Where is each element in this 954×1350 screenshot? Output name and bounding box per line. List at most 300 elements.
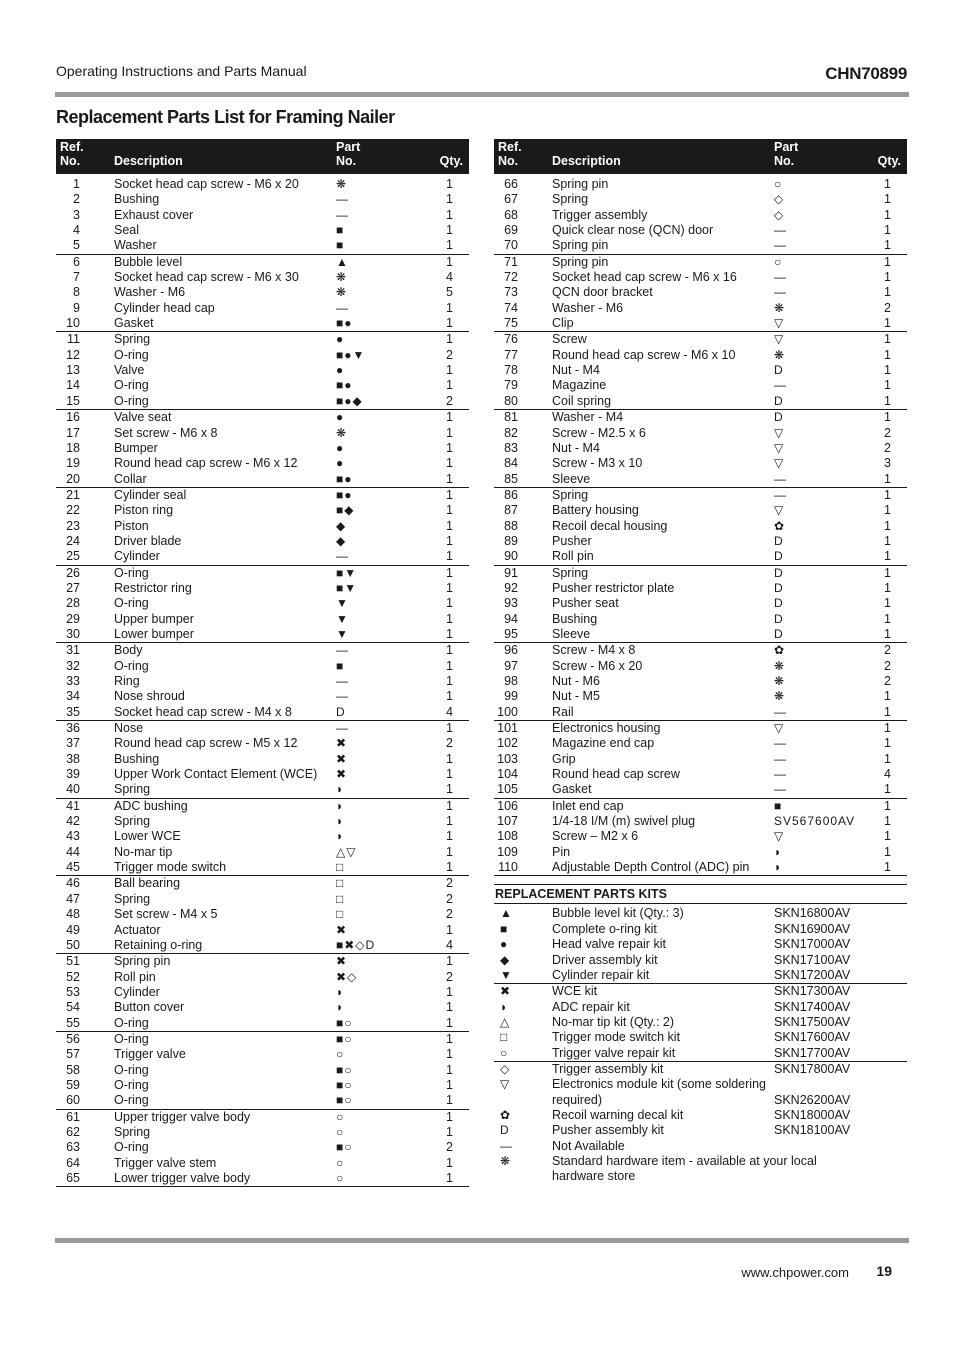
qty-cell: 1 <box>446 1171 453 1185</box>
qty-cell: 2 <box>884 674 891 688</box>
ref-cell: 87 <box>504 503 518 518</box>
description-column-header: Description <box>114 154 183 168</box>
kit-symbol: ◗ <box>500 999 508 1014</box>
table-row <box>56 394 469 410</box>
qty-cell: 1 <box>446 1000 453 1015</box>
part-column-header: Part No. <box>774 140 799 168</box>
qty-cell: 1 <box>446 1155 453 1170</box>
part-cell: ○ <box>336 1124 345 1139</box>
qty-cell: 1 <box>446 798 453 813</box>
description-cell: Roll pin <box>114 969 156 984</box>
ref-cell: 56 <box>66 1031 80 1046</box>
qty-cell: 1 <box>446 565 453 580</box>
table-row <box>56 970 469 985</box>
ref-cell: 82 <box>504 425 518 440</box>
qty-cell: 2 <box>884 643 891 658</box>
part-cell: D <box>774 580 784 595</box>
description-cell: Set screw - M4 x 5 <box>114 907 218 922</box>
ref-cell: 107 <box>497 814 518 829</box>
ref-cell: 78 <box>504 363 518 378</box>
qty-cell: 4 <box>446 270 453 285</box>
kit-row <box>494 953 907 968</box>
description-cell: Bushing <box>114 192 160 207</box>
qty-cell: 1 <box>446 922 453 937</box>
table-row <box>494 378 907 393</box>
qty-cell: 1 <box>446 751 453 766</box>
ref-cell: 2 <box>73 192 80 207</box>
ref-cell: 37 <box>66 736 80 751</box>
part-cell: □ <box>336 860 345 875</box>
description-cell: Quick clear nose (QCN) door <box>552 223 714 238</box>
qty-cell: 1 <box>884 518 891 533</box>
ref-cell: 4 <box>73 223 80 238</box>
table-row <box>56 767 469 782</box>
qty-cell: 1 <box>446 767 453 782</box>
part-cell: ■ <box>336 238 345 253</box>
table-row <box>494 860 907 876</box>
part-cell: ✖ <box>336 751 348 766</box>
qty-cell: 1 <box>446 721 453 736</box>
part-cell: ❋ <box>774 689 786 704</box>
qty-cell: 2 <box>446 969 453 984</box>
part-cell: — <box>774 471 787 486</box>
kit-symbol: ▽ <box>500 1077 510 1092</box>
ref-cell: 76 <box>504 332 518 347</box>
qty-cell: 2 <box>446 347 453 362</box>
kit-row <box>494 922 907 937</box>
part-cell: ▽ <box>774 332 785 347</box>
kit-description: No-mar tip kit (Qty.: 2) <box>552 1014 675 1029</box>
ref-column-header: Ref. No. <box>498 140 522 168</box>
part-cell: ❋ <box>336 270 348 285</box>
part-cell: D <box>774 410 784 425</box>
table-row <box>56 426 469 441</box>
ref-cell: 94 <box>504 611 518 626</box>
part-cell: — <box>774 782 787 797</box>
part-cell: ✖ <box>336 767 348 782</box>
description-cell: Screw <box>552 332 587 347</box>
qty-cell: 1 <box>446 177 453 191</box>
ref-cell: 72 <box>504 270 518 285</box>
table-row <box>56 674 469 689</box>
description-cell: O-ring <box>114 1093 149 1108</box>
part-cell: ■● <box>336 471 353 486</box>
description-cell: Screw – M2 x 6 <box>552 829 639 844</box>
description-cell: Body <box>114 643 143 658</box>
description-cell: Nose shroud <box>114 689 185 704</box>
kit-row <box>494 1123 907 1138</box>
qty-cell: 1 <box>884 580 891 595</box>
ref-cell: 67 <box>504 192 518 207</box>
part-cell: ✖ <box>336 954 348 969</box>
table-row <box>56 705 469 721</box>
part-cell: — <box>336 674 349 688</box>
ref-cell: 93 <box>504 596 518 611</box>
kit-symbol: ✿ <box>500 1107 511 1122</box>
ref-cell: 58 <box>66 1062 80 1077</box>
ref-cell: 81 <box>504 410 518 425</box>
qty-cell: 1 <box>446 533 453 548</box>
ref-cell: 61 <box>66 1109 80 1124</box>
parts-table-left <box>56 139 469 1187</box>
part-cell: D <box>774 596 784 611</box>
part-cell: ■ <box>336 223 345 238</box>
part-cell: ■ <box>336 658 345 673</box>
ref-cell: 73 <box>504 285 518 300</box>
table-row <box>494 394 907 410</box>
description-cell: Upper Work Contact Element (WCE) <box>114 767 318 782</box>
ref-cell: 36 <box>66 721 80 736</box>
parts-table-right <box>494 139 907 1185</box>
qty-cell: 1 <box>446 860 453 875</box>
part-cell: D <box>774 363 784 378</box>
description-cell: Bushing <box>114 751 160 766</box>
ref-cell: 77 <box>504 347 518 362</box>
description-cell: No-mar tip <box>114 844 173 859</box>
qty-cell: 1 <box>446 192 453 207</box>
description-cell: Trigger mode switch <box>114 860 227 875</box>
qty-cell: 1 <box>884 626 891 641</box>
ref-cell: 110 <box>498 860 518 875</box>
qty-cell: 2 <box>884 300 891 315</box>
table-row <box>56 316 469 332</box>
ref-cell: 14 <box>66 378 80 393</box>
ref-cell: 95 <box>504 626 518 641</box>
table-row <box>56 503 469 518</box>
description-cell: Socket head cap screw - M6 x 16 <box>552 270 737 285</box>
table-row <box>494 410 907 425</box>
kit-part-number: SKN17000AV <box>774 937 851 952</box>
table-row <box>56 1000 469 1015</box>
description-cell: Socket head cap screw - M4 x 8 <box>114 704 292 719</box>
description-cell: Rail <box>552 704 574 719</box>
table-row <box>56 1125 469 1140</box>
ref-cell: 21 <box>66 487 80 502</box>
description-cell: Restrictor ring <box>114 580 192 595</box>
qty-cell: 1 <box>884 238 891 253</box>
table-row <box>494 208 907 223</box>
description-cell: Nut - M4 <box>552 363 600 378</box>
kit-row <box>494 1139 907 1154</box>
qty-cell: 1 <box>884 487 891 502</box>
table-header <box>494 139 907 174</box>
ref-cell: 8 <box>73 285 80 300</box>
description-cell: Set screw - M6 x 8 <box>114 425 218 440</box>
ref-cell: 53 <box>66 984 80 999</box>
qty-cell: 1 <box>884 347 891 362</box>
qty-cell: 1 <box>446 814 453 829</box>
part-cell: ○ <box>336 1047 345 1062</box>
description-cell: Socket head cap screw - M6 x 30 <box>114 270 299 285</box>
part-cell: ■✖◇D <box>336 937 376 952</box>
qty-cell: 1 <box>884 721 891 736</box>
part-cell: ◗ <box>336 782 345 797</box>
ref-cell: 18 <box>66 440 80 455</box>
kit-symbol: ■ <box>500 921 508 936</box>
qty-cell: 1 <box>446 674 453 688</box>
qty-cell: 1 <box>884 270 891 285</box>
qty-cell: 1 <box>446 984 453 999</box>
part-cell: ▼ <box>336 626 349 641</box>
qty-cell: 1 <box>884 533 891 548</box>
part-cell: ● <box>336 332 345 347</box>
ref-cell: 54 <box>66 1000 80 1015</box>
kit-description: Bubble level kit (Qty.: 3) <box>552 906 684 921</box>
part-cell: ◆ <box>336 518 347 533</box>
part-cell: — <box>774 223 787 238</box>
kit-symbol: ◆ <box>500 952 510 967</box>
ref-cell: 40 <box>66 782 80 797</box>
qty-cell: 2 <box>446 907 453 922</box>
ref-cell: 34 <box>66 689 80 704</box>
kit-part-number: SKN26200AV <box>774 1092 851 1107</box>
part-cell: — <box>774 767 787 782</box>
kit-symbol: ● <box>500 937 508 952</box>
kit-symbol: ◇ <box>500 1061 510 1076</box>
part-cell: ■ <box>774 798 783 813</box>
qty-cell: 1 <box>884 751 891 766</box>
description-cell: Recoil decal housing <box>552 518 668 533</box>
description-cell: Washer - M6 <box>114 285 186 300</box>
kit-part-number: SKN18100AV <box>774 1123 851 1138</box>
table-row <box>494 519 907 534</box>
description-cell: Nut - M5 <box>552 689 600 704</box>
description-cell: Round head cap screw - M5 x 12 <box>114 736 298 751</box>
description-cell: Bubble level <box>114 254 183 269</box>
part-cell: ◗ <box>336 1000 345 1015</box>
part-cell: ○ <box>336 1171 345 1185</box>
table-row <box>56 456 469 471</box>
part-cell: ○ <box>336 1109 345 1124</box>
qty-cell: 1 <box>446 440 453 455</box>
description-cell: O-ring <box>114 565 149 580</box>
table-row <box>56 255 469 270</box>
table-row <box>494 596 907 611</box>
ref-cell: 101 <box>497 721 518 736</box>
description-cell: Valve seat <box>114 410 172 425</box>
description-cell: Spring pin <box>114 954 171 969</box>
kit-row <box>494 1077 907 1108</box>
kit-description: Driver assembly kit <box>552 952 658 967</box>
description-cell: Valve <box>114 363 145 378</box>
qty-cell: 1 <box>884 177 891 191</box>
qty-cell: 1 <box>446 829 453 844</box>
qty-cell: 1 <box>884 565 891 580</box>
table-row <box>56 285 469 300</box>
ref-cell: 99 <box>504 689 518 704</box>
table-row <box>56 472 469 488</box>
kit-symbol: △ <box>500 1014 510 1029</box>
table-row <box>56 596 469 611</box>
part-cell: — <box>336 549 349 564</box>
ref-cell: 27 <box>66 580 80 595</box>
ref-column-header: Ref. No. <box>60 140 84 168</box>
description-cell: Sleeve <box>552 471 591 486</box>
table-row <box>494 705 907 721</box>
ref-cell: 15 <box>66 393 80 408</box>
ref-cell: 52 <box>66 969 80 984</box>
table-row <box>494 503 907 518</box>
part-cell: ❋ <box>774 658 786 673</box>
kit-row <box>494 1108 907 1123</box>
description-cell: Spring <box>114 891 151 906</box>
description-cell: Exhaust cover <box>114 207 194 222</box>
description-cell: Cylinder seal <box>114 487 187 502</box>
qty-cell: 1 <box>884 378 891 393</box>
description-cell: O-ring <box>114 378 149 393</box>
description-cell: Actuator <box>114 922 161 937</box>
table-row <box>494 566 907 581</box>
part-cell: △▽ <box>336 844 357 859</box>
table-row <box>56 876 469 891</box>
qty-cell: 1 <box>446 549 453 564</box>
ref-cell: 42 <box>66 814 80 829</box>
part-cell: — <box>774 238 787 253</box>
table-row <box>56 829 469 844</box>
part-cell: ■▼ <box>336 580 358 595</box>
table-row <box>56 923 469 938</box>
description-cell: Electronics housing <box>552 721 661 736</box>
ref-cell: 70 <box>504 238 518 253</box>
description-cell: Coil spring <box>552 393 612 408</box>
description-cell: Collar <box>114 471 147 486</box>
part-cell: ◗ <box>336 984 345 999</box>
part-cell: ▽ <box>774 316 785 331</box>
part-cell: D <box>774 565 784 580</box>
part-cell: ■▼ <box>336 565 358 580</box>
ref-cell: 44 <box>66 844 80 859</box>
qty-cell: 1 <box>884 332 891 347</box>
description-cell: Nut - M4 <box>552 440 600 455</box>
table-row <box>56 721 469 736</box>
description-cell: Seal <box>114 223 140 238</box>
kit-description: WCE kit <box>552 984 598 999</box>
qty-cell: 1 <box>446 844 453 859</box>
description-cell: Pusher seat <box>552 596 619 611</box>
description-cell: Inlet end cap <box>552 798 624 813</box>
part-cell: ◗ <box>336 814 345 829</box>
ref-cell: 45 <box>66 860 80 875</box>
table-row <box>56 845 469 860</box>
qty-cell: 1 <box>884 207 891 222</box>
qty-cell: 1 <box>446 378 453 393</box>
kit-part-number: SKN17100AV <box>774 952 851 967</box>
table-row <box>494 301 907 316</box>
table-body <box>494 177 907 876</box>
description-cell: Battery housing <box>552 503 639 518</box>
table-row <box>56 689 469 704</box>
table-row <box>56 177 469 192</box>
description-cell: Pusher restrictor plate <box>552 580 675 595</box>
table-row <box>494 814 907 829</box>
description-cell: Socket head cap screw - M6 x 20 <box>114 177 299 191</box>
description-cell: Washer - M6 <box>552 300 624 315</box>
table-row <box>494 752 907 767</box>
qty-cell: 1 <box>884 503 891 518</box>
ref-cell: 39 <box>66 767 80 782</box>
qty-cell: 2 <box>446 1140 453 1155</box>
table-row <box>494 426 907 441</box>
table-row <box>494 192 907 207</box>
qty-cell: 1 <box>884 782 891 797</box>
ref-cell: 23 <box>66 518 80 533</box>
kit-row <box>494 906 907 921</box>
kit-row <box>494 937 907 952</box>
table-header <box>56 139 469 174</box>
description-cell: Upper bumper <box>114 611 194 626</box>
ref-cell: 30 <box>66 626 80 641</box>
qty-cell: 1 <box>446 223 453 238</box>
part-cell: ▽ <box>774 721 785 736</box>
qty-cell: 3 <box>884 456 891 471</box>
table-row <box>494 721 907 736</box>
kit-symbol: ▼ <box>500 967 512 982</box>
table-row <box>56 378 469 393</box>
qty-cell: 1 <box>446 782 453 797</box>
qty-cell: 1 <box>446 1062 453 1077</box>
part-cell: ◇ <box>774 192 785 207</box>
ref-cell: 90 <box>504 549 518 564</box>
qty-cell: 1 <box>884 363 891 378</box>
description-cell: Driver blade <box>114 533 182 548</box>
ref-cell: 74 <box>504 300 518 315</box>
description-cell: Screw - M4 x 8 <box>552 643 636 658</box>
table-row <box>494 238 907 254</box>
kit-row <box>494 1062 907 1077</box>
ref-cell: 48 <box>66 907 80 922</box>
kit-symbol: □ <box>500 1030 508 1045</box>
ref-cell: 92 <box>504 580 518 595</box>
table-row <box>56 534 469 549</box>
table-row <box>56 659 469 674</box>
qty-column-header: Qty. <box>877 154 901 168</box>
description-cell: Washer - M4 <box>552 410 624 425</box>
part-cell: ✖ <box>336 736 348 751</box>
part-cell: ✖ <box>336 922 348 937</box>
ref-cell: 49 <box>66 922 80 937</box>
table-row <box>494 799 907 814</box>
part-cell: — <box>336 643 349 658</box>
description-cell: Retaining o-ring <box>114 937 203 952</box>
part-cell: ◆ <box>336 533 347 548</box>
part-cell: ▽ <box>774 829 785 844</box>
kit-row <box>494 968 907 984</box>
qty-column-header: Qty. <box>439 154 463 168</box>
ref-cell: 35 <box>66 704 80 719</box>
qty-cell: 1 <box>884 860 891 875</box>
kit-row <box>494 1030 907 1045</box>
table-row <box>56 488 469 503</box>
description-cell: Clip <box>552 316 574 331</box>
table-row <box>56 892 469 907</box>
kit-part-number: SKN17600AV <box>774 1030 851 1045</box>
ref-cell: 19 <box>66 456 80 471</box>
kit-symbol: — <box>500 1138 512 1153</box>
description-cell: O-ring <box>114 1062 149 1077</box>
qty-cell: 1 <box>884 254 891 269</box>
description-cell: O-ring <box>114 596 149 611</box>
table-row <box>494 285 907 300</box>
ref-cell: 25 <box>66 549 80 564</box>
qty-cell: 1 <box>446 1031 453 1046</box>
description-cell: Cylinder <box>114 984 160 999</box>
description-cell: Lower WCE <box>114 829 181 844</box>
kit-symbol: D <box>500 1123 509 1138</box>
description-cell: O-ring <box>114 1031 149 1046</box>
table-row <box>494 674 907 689</box>
description-cell: Spring <box>552 192 589 207</box>
ref-cell: 69 <box>504 223 518 238</box>
